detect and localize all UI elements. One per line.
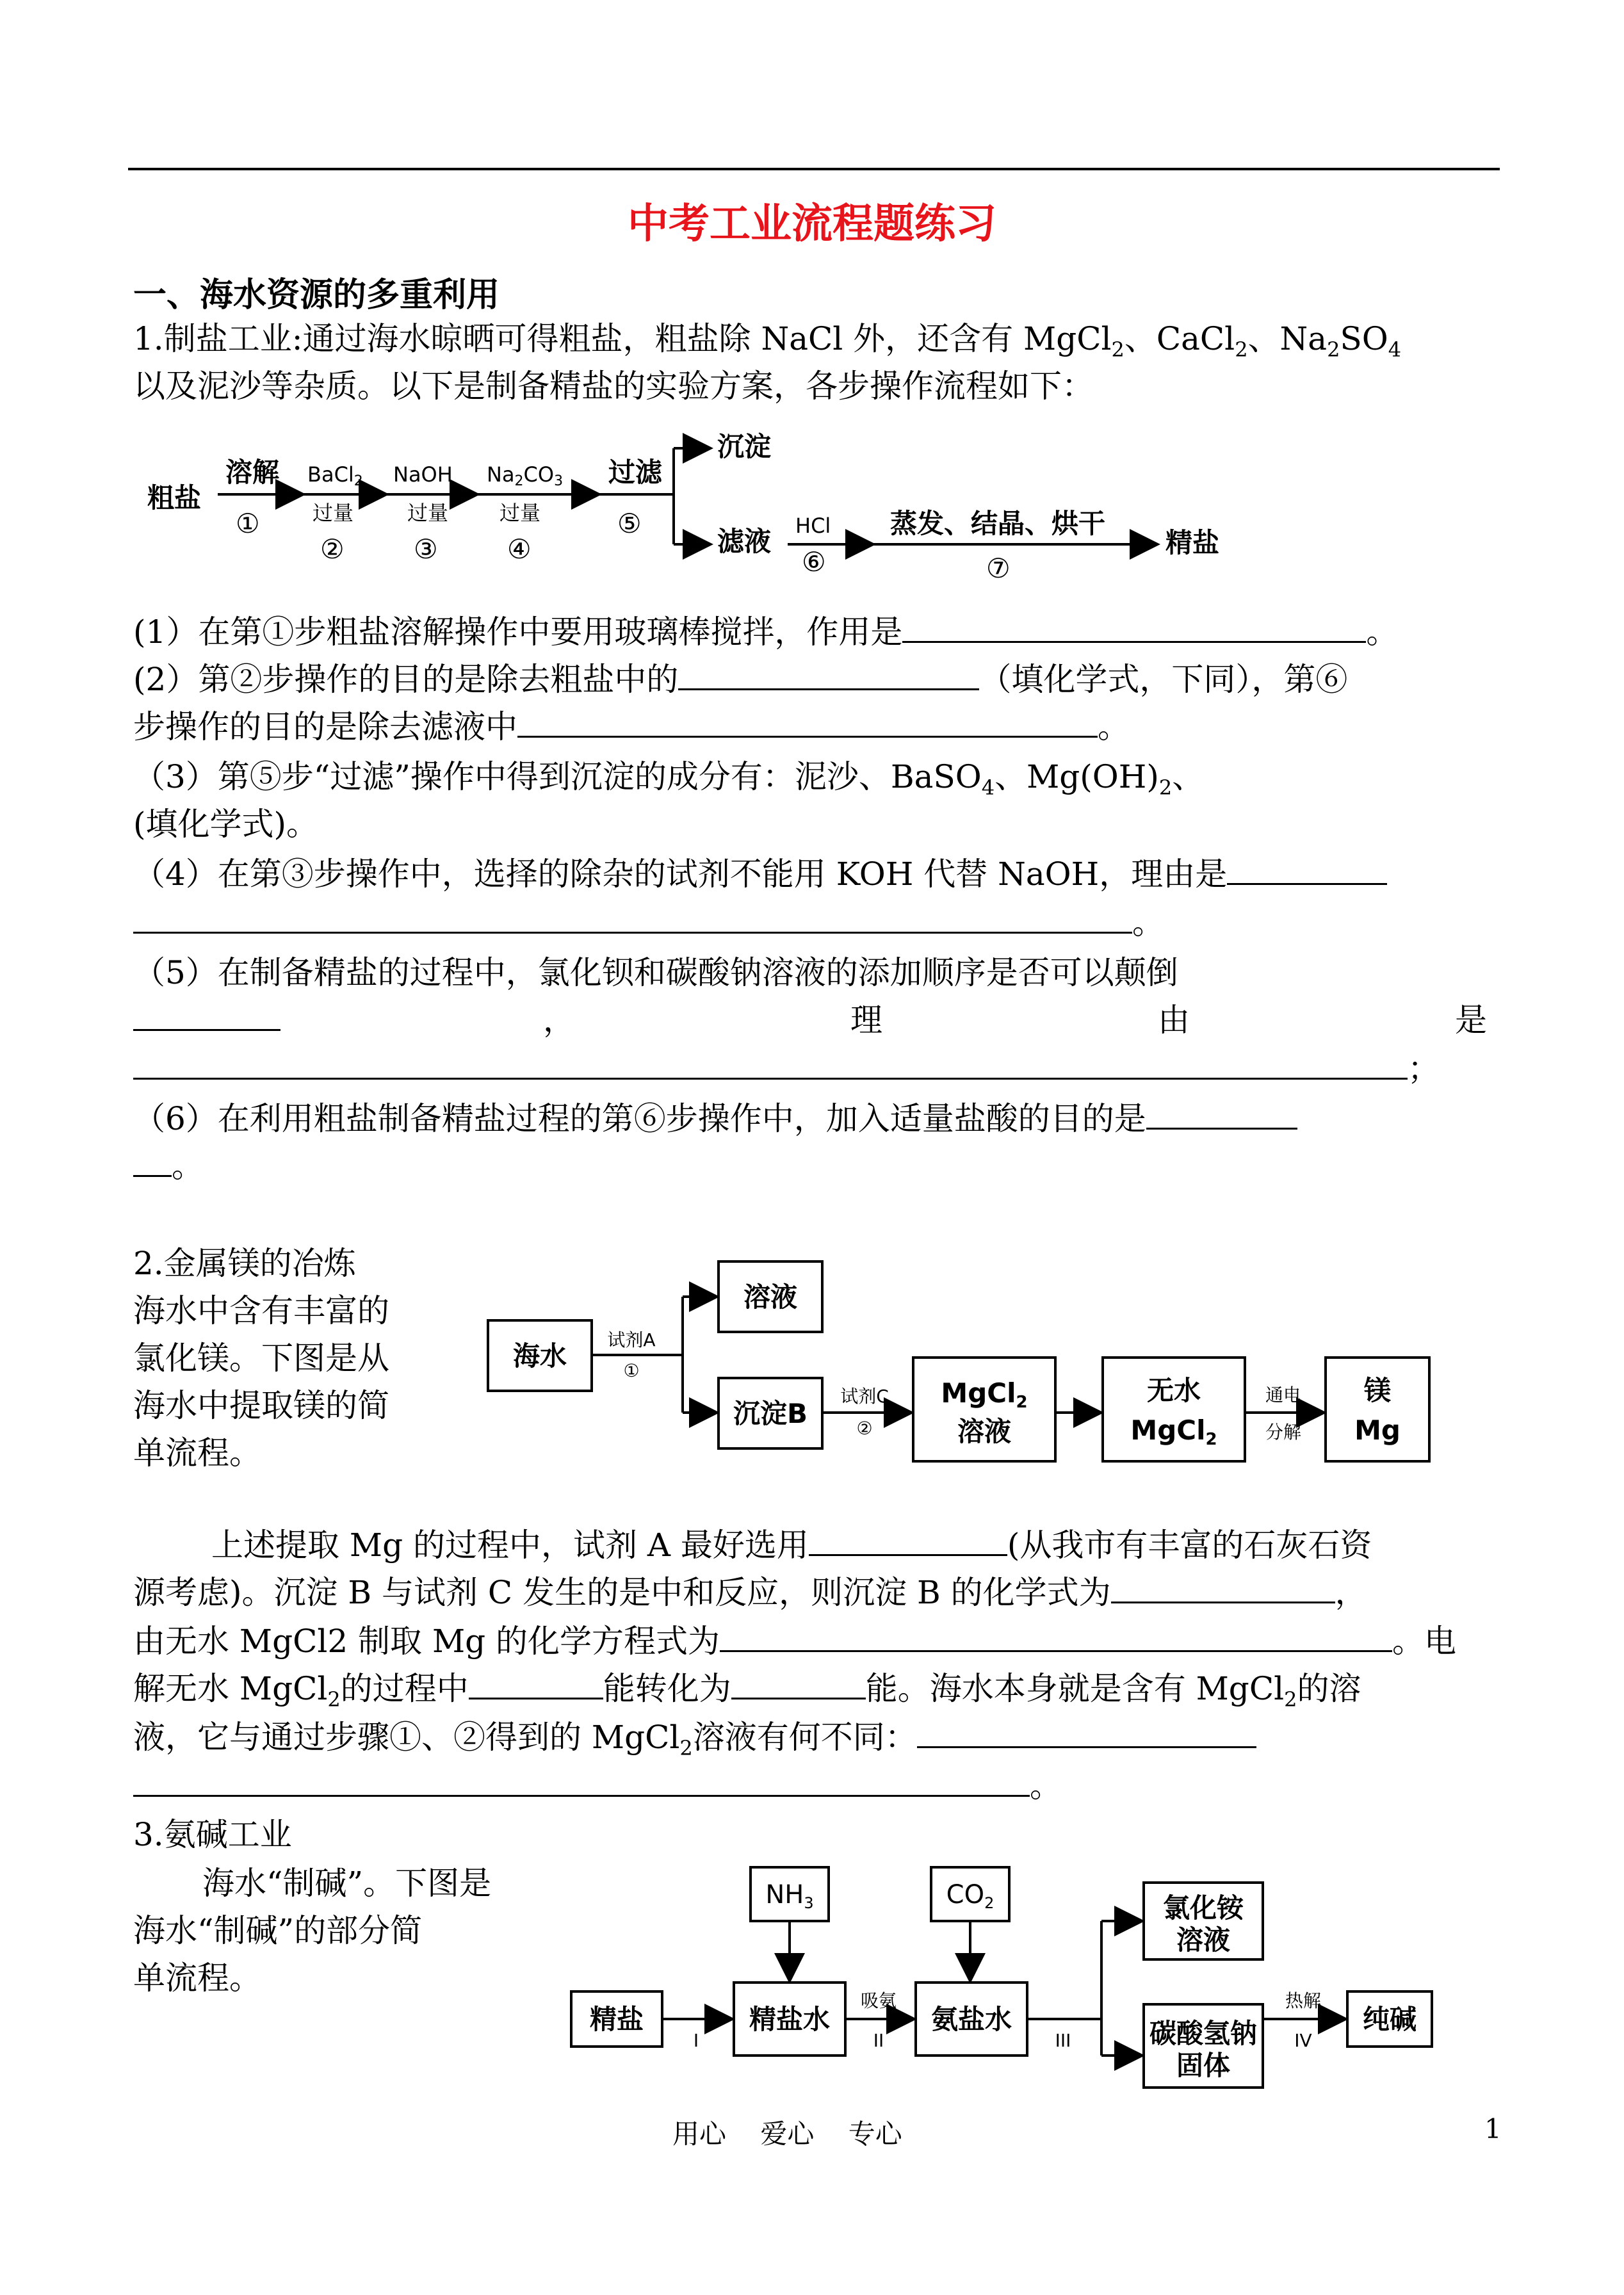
step-3: ③	[414, 533, 438, 565]
q2-intro-4: 单流程。	[133, 1434, 261, 1472]
answer-blank[interactable]	[731, 1668, 866, 1699]
crude-salt-flowchart	[141, 423, 1281, 602]
naoh-label: NaOH	[393, 462, 453, 487]
magnesium-cn-label: 镁	[1363, 1375, 1392, 1406]
step-7: ⑦	[986, 553, 1011, 584]
step-1: ①	[236, 508, 260, 539]
answer-blank[interactable]	[902, 612, 1366, 643]
answer-blank[interactable]	[1227, 854, 1387, 885]
reagent-a-label: 试剂A	[607, 1329, 656, 1350]
q2-para-4: 解无水 MgCl$_2$的过程中 能转化为 能。海水本身就是含有 MgCl$_2$的溶	[133, 1665, 1361, 1723]
seawater-label: 海水	[512, 1340, 567, 1372]
anhydrous-mgcl2-label: MgCl2	[1130, 1415, 1217, 1449]
reagent-c-label: 试剂C	[840, 1386, 889, 1407]
answer-blank[interactable]	[517, 706, 1098, 738]
q1-sub2: (2）第②步操作的目的是除去粗盐中的 （填化学式，下同），第⑥	[133, 656, 1347, 703]
evaporate-label: 蒸发、结晶、烘干	[890, 508, 1106, 539]
precipitate-label: 沉淀	[717, 431, 772, 462]
header-rule	[128, 168, 1500, 170]
q2-intro-3: 海水中提取镁的简	[133, 1387, 389, 1424]
nh3-label: $NH_3$	[765, 1880, 814, 1912]
q1-sub5: （5）在制备精盐的过程中，氯化钡和碳酸钠溶液的添加顺序是否可以颠倒	[133, 954, 1178, 991]
q3-intro-1: 海水“制碱”。下图是	[202, 1865, 492, 1902]
q1-sub3: （3）第⑤步“过滤”操作中得到沉淀的成分有：泥沙、BaSO$_4$、$Mg(OH)_2$、	[133, 758, 1205, 800]
q1-sub2-cont: 步操作的目的是除去滤液中 。	[133, 703, 1130, 750]
ammonia-soda-flowchart	[564, 1857, 1434, 2100]
page-number: 1	[1484, 2113, 1502, 2145]
crude-salt-label: 粗盐	[147, 482, 202, 514]
excess-label-4: 过量	[499, 501, 541, 525]
mgcl2-solution-label: 溶液	[957, 1416, 1012, 1447]
answer-blank[interactable]	[133, 1765, 1030, 1797]
answer-blank[interactable]	[720, 1621, 1392, 1652]
q2-intro-2: 氯化镁。下图是从	[133, 1340, 389, 1377]
bacl2-label: BaCl2	[307, 462, 363, 489]
q1-sub5-cont: ， 理 由 是	[133, 996, 1491, 1044]
excess-label-3: 过量	[407, 501, 449, 525]
nahco3-solid-label: 固体	[1176, 2050, 1231, 2081]
mgcl2-label: MgCl2	[941, 1377, 1028, 1412]
answer-blank[interactable]	[1111, 1572, 1335, 1603]
step-6: ⑥	[802, 546, 826, 578]
step-2: ②	[320, 533, 345, 565]
step-2: ②	[856, 1418, 873, 1439]
q1-sub3-cont: (填化学式)。	[133, 806, 319, 843]
absorb-ammonia-label: 吸氨	[860, 1990, 897, 2011]
q1-sub6: （6）在利用粗盐制备精盐过程的第⑥步操作中，加入适量盐酸的目的是	[133, 1095, 1297, 1142]
precipitate-b-label: 沉淀B	[733, 1398, 808, 1429]
step-iv: IV	[1294, 2030, 1312, 2051]
q2-para-6: 。	[133, 1762, 1062, 1810]
nahco3-label: 碳酸氢钠	[1149, 2018, 1258, 2049]
pyrolysis-label: 热解	[1285, 1990, 1322, 2011]
decompose-label: 分解	[1265, 1422, 1302, 1443]
anhydrous-label: 无水	[1146, 1375, 1201, 1406]
q1-sub4: （4）在第③步操作中，选择的除杂的试剂不能用 KOH 代替 NaOH，理由是	[133, 850, 1387, 898]
q2-para-2: 源考虑)。沉淀 B 与试剂 C 发生的是中和反应，则沉淀 B 的化学式为 ，	[133, 1569, 1367, 1616]
step-ii: II	[873, 2030, 884, 2051]
answer-blank[interactable]	[133, 1048, 1408, 1080]
step-1: ①	[623, 1360, 640, 1381]
nh4cl-solution-label: 溶液	[1176, 1924, 1231, 1956]
hcl-label: HCl	[795, 514, 831, 538]
dissolve-label: 溶解	[225, 457, 280, 488]
answer-blank[interactable]	[133, 902, 1132, 934]
answer-blank[interactable]	[1146, 1098, 1297, 1130]
q2-para-5: 液，它与通过步骤①、②得到的 MgCl$_2$溶液有何不同：	[133, 1714, 1256, 1772]
step-iii: III	[1055, 2030, 1071, 2051]
step-4: ④	[507, 533, 532, 565]
refined-salt-label: 精盐	[589, 2004, 644, 2035]
q1-line2: 以及泥沙等杂质。以下是制备精盐的实验方案，各步操作流程如下：	[133, 368, 1094, 405]
q1-line1: 1.制盐工业:通过海水晾晒可得粗盐，粗盐除 NaCl 外，还含有 MgCl$_2$、CaCl$_2$、$Na_2SO_4$	[133, 320, 1402, 362]
answer-blank[interactable]	[678, 659, 979, 690]
section-heading: 一、海水资源的多重利用	[133, 276, 500, 314]
answer-blank[interactable]	[133, 1146, 172, 1177]
q1-sub1: (1）在第①步粗盐溶解操作中要用玻璃棒搅拌，作用是 。	[133, 608, 1398, 656]
soda-ash-label: 纯碱	[1362, 2004, 1417, 2035]
filter-label: 过滤	[608, 457, 663, 488]
ammoniated-brine-label: 氨盐水	[930, 2004, 1012, 2035]
q3-title: 3.氨碱工业	[133, 1816, 292, 1853]
answer-blank[interactable]	[809, 1525, 1007, 1556]
answer-blank[interactable]	[469, 1668, 603, 1699]
excess-label-2: 过量	[313, 501, 354, 525]
refined-salt-label: 精盐	[1165, 527, 1220, 558]
q2-intro-1: 海水中含有丰富的	[133, 1292, 389, 1329]
nh4cl-label: 氯化铵	[1162, 1892, 1244, 1924]
electrolysis-label: 通电	[1265, 1384, 1302, 1406]
q2-para-1: 上述提取 Mg 的过程中，试剂 A 最好选用 (从我市有丰富的石灰石资	[211, 1521, 1372, 1569]
solution-label: 溶液	[743, 1281, 798, 1313]
q2-para-3: 由无水 MgCl2 制取 Mg 的化学方程式为 。电	[133, 1618, 1456, 1665]
answer-blank[interactable]	[133, 1000, 280, 1031]
co2-label: $CO_2$	[946, 1880, 995, 1912]
footer-motto: 用心 爱心 专心	[672, 2118, 902, 2150]
q1-sub5-line3: ；	[133, 1045, 1440, 1092]
na2co3-label: Na2CO3	[487, 462, 564, 489]
q3-intro-3: 单流程。	[133, 1959, 261, 1997]
step-5: ⑤	[617, 508, 642, 539]
q3-intro-2: 海水“制碱”的部分简	[133, 1912, 423, 1949]
answer-blank[interactable]	[917, 1717, 1256, 1748]
filtrate-label: 滤液	[717, 526, 772, 557]
magnesium-flowchart	[480, 1249, 1441, 1486]
page-title: 中考工业流程题练习	[628, 200, 996, 248]
brine-label: 精盐水	[749, 2004, 831, 2035]
magnesium-label: Mg	[1354, 1415, 1401, 1446]
step-i: I	[693, 2030, 699, 2051]
q1-sub6-cont: 。	[133, 1142, 204, 1190]
q1-sub4-cont: 。	[133, 899, 1164, 946]
q2-title: 2.金属镁的冶炼	[133, 1245, 356, 1282]
